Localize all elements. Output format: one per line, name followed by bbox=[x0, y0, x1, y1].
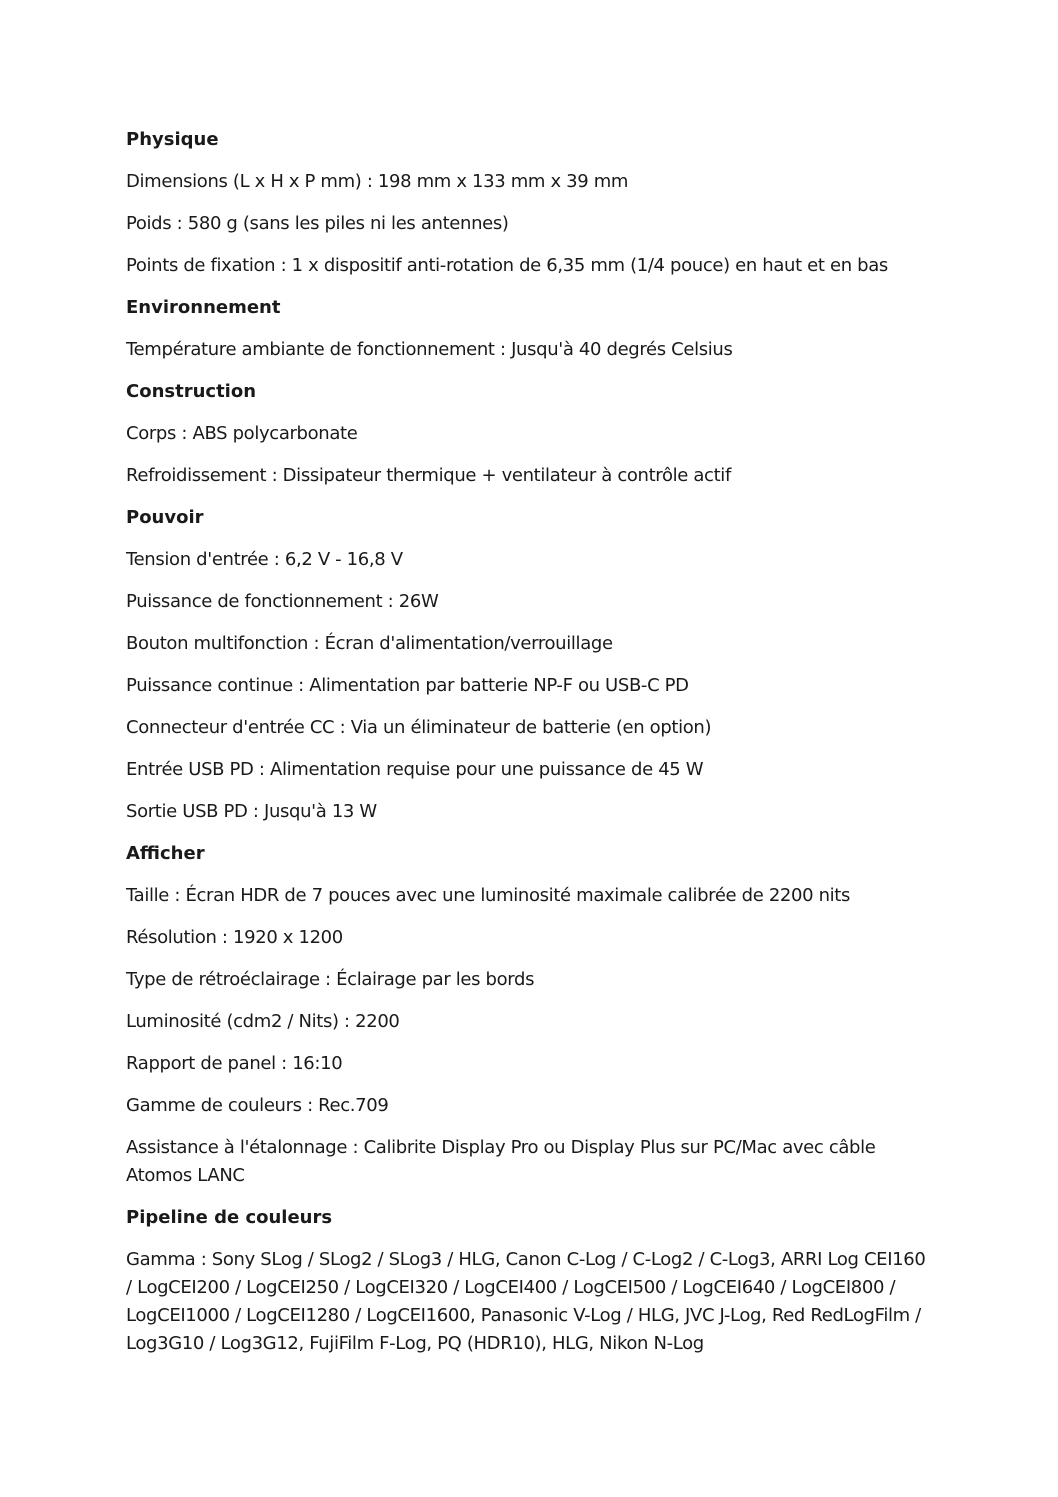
spec-line: Connecteur d'entrée CC : Via un éliminateur de batterie (en option) bbox=[126, 717, 712, 738]
spec-line: Luminosité (cdm2 / Nits) : 2200 bbox=[126, 1011, 400, 1032]
spec-line: Bouton multifonction : Écran d'alimentation/verrouillage bbox=[126, 633, 613, 654]
spec-line: Sortie USB PD : Jusqu'à 13 W bbox=[126, 801, 377, 822]
section-heading: Physique bbox=[126, 129, 219, 150]
spec-line: Corps : ABS polycarbonate bbox=[126, 423, 358, 444]
document-page bbox=[126, 126, 936, 1372]
spec-line: Points de fixation : 1 x dispositif anti-rotation de 6,35 mm (1/4 pouce) en haut et en bas bbox=[126, 255, 888, 276]
spec-line: Tension d'entrée : 6,2 V - 16,8 V bbox=[126, 549, 403, 570]
section-construction bbox=[126, 378, 936, 490]
section-environnement bbox=[126, 294, 936, 364]
spec-line: Gamme de couleurs : Rec.709 bbox=[126, 1095, 389, 1116]
section-heading: Construction bbox=[126, 381, 257, 402]
spec-line: Entrée USB PD : Alimentation requise pour une puissance de 45 W bbox=[126, 759, 704, 780]
spec-line: Rapport de panel : 16:10 bbox=[126, 1053, 343, 1074]
spec-line: Assistance à l'étalonnage : Calibrite Display Pro ou Display Plus sur PC/Mac avec câble Atomos LANC bbox=[126, 1137, 876, 1186]
section-heading: Afficher bbox=[126, 843, 205, 864]
spec-line: Type de rétroéclairage : Éclairage par les bords bbox=[126, 969, 535, 990]
spec-line: Poids : 580 g (sans les piles ni les antennes) bbox=[126, 213, 509, 234]
section-heading: Pipeline de couleurs bbox=[126, 1207, 333, 1228]
section-physique bbox=[126, 126, 936, 280]
spec-line: Gamma : Sony SLog / SLog2 / SLog3 / HLG, Canon C-Log / C-Log2 / C-Log3, ARRI Log CEI160 / LogCEI200 / LogCEI250 / LogCEI320 / LogCEI400 / LogCEI500 / LogCEI640 / LogCEI800 / LogCEI1000 / LogCEI1280 / LogCEI1600, Panasonic V-Log / HLG, JVC J-Log, Red RedLogFilm / Log3G10 / Log3G12, FujiFilm F-Log, PQ (HDR10), HLG, Nikon N-Log bbox=[126, 1249, 926, 1354]
spec-line: Puissance continue : Alimentation par batterie NP-F ou USB-C PD bbox=[126, 675, 689, 696]
section-heading: Pouvoir bbox=[126, 507, 204, 528]
section-afficher bbox=[126, 840, 936, 1190]
section-heading: Environnement bbox=[126, 297, 281, 318]
spec-line: Température ambiante de fonctionnement : Jusqu'à 40 degrés Celsius bbox=[126, 339, 733, 360]
section-pouvoir bbox=[126, 504, 936, 826]
spec-line: Dimensions (L x H x P mm) : 198 mm x 133 mm x 39 mm bbox=[126, 171, 629, 192]
section-pipeline-de-couleurs bbox=[126, 1204, 936, 1358]
spec-line: Refroidissement : Dissipateur thermique + ventilateur à contrôle actif bbox=[126, 465, 731, 486]
spec-line: Taille : Écran HDR de 7 pouces avec une luminosité maximale calibrée de 2200 nits bbox=[126, 885, 851, 906]
spec-line: Puissance de fonctionnement : 26W bbox=[126, 591, 439, 612]
spec-line: Résolution : 1920 x 1200 bbox=[126, 927, 343, 948]
